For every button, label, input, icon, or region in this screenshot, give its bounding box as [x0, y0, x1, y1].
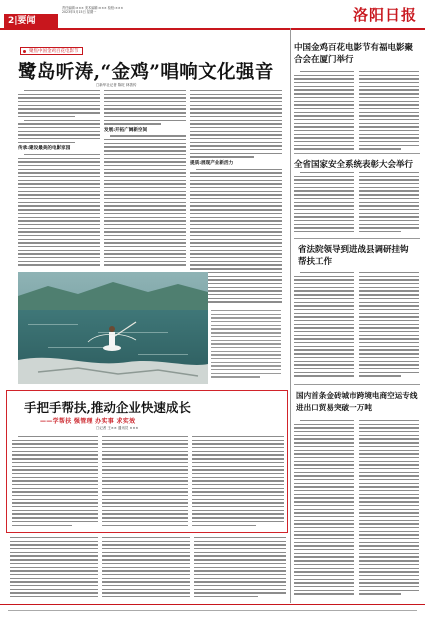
right-headline-4: 国内首条金砖城市跨境电商空运专线进出口贸易突破一万吨: [296, 391, 418, 412]
right-story-1-col-a: [294, 71, 354, 151]
right-story-4-col-b: [359, 420, 419, 602]
lead-byline: □新华社记者 陈旺 林善传: [96, 83, 137, 87]
bottom-column-2: [102, 537, 190, 603]
boxed-story-subtitle: ——学帮扶 强管理 办实事 求实效: [40, 418, 136, 425]
header-meta-line: 2023年5月15日 星期一: [62, 10, 97, 15]
boxed-story-col-1: [12, 436, 98, 530]
boxed-story-col-3: [192, 436, 284, 530]
section-kicker: 聚焦中国金鸡百花电影节: [20, 47, 83, 55]
right-story-2-col-a: [294, 172, 354, 236]
bottom-column-1: [10, 537, 98, 603]
section-rule: [294, 238, 420, 239]
right-story-4-col-a: [294, 420, 354, 602]
boxed-story-title: 手把手帮扶,推动企业快速成长: [24, 400, 191, 415]
right-story-1-col-b: [359, 71, 419, 151]
page-number-label: 2|要闻: [4, 14, 58, 28]
photo-caption: [211, 310, 281, 384]
newspaper-logo: 洛阳日报: [352, 6, 417, 24]
lead-subhead: 发展:开拓广阔新空间: [104, 127, 148, 133]
lead-column-2: [104, 90, 186, 268]
right-story-3-col-b: [359, 272, 419, 382]
section-rule: [294, 384, 420, 385]
right-headline-2: 全省国家安全系统表彰大会举行: [294, 160, 414, 170]
right-headline-1: 中国金鸡百花电影节有福电影聚合会在厦门举行: [294, 43, 414, 65]
page-footer: [0, 604, 425, 618]
right-story-2-col-b: [359, 172, 419, 236]
right-story-3-col-a: [294, 272, 354, 382]
boxed-story-byline: □记者 王×× 通讯员 ×××: [96, 426, 139, 430]
bottom-column-3: [194, 537, 286, 603]
header-meta: [62, 6, 182, 15]
header-meta-line: 责任编辑:××× 美术编辑:××× 检校:×××: [62, 6, 124, 10]
page-header: [0, 0, 425, 30]
right-headline-3: 省法院领导到进战县调研挂钩帮扶工作: [298, 245, 409, 267]
lead-subhead: 提质:展现产业新活力: [190, 161, 234, 167]
lead-headline: 鹭岛听涛,“金鸡”唱响文化强音: [18, 62, 274, 83]
column-divider: [290, 28, 291, 603]
lead-column-1: [18, 90, 100, 268]
lead-photo: [18, 272, 208, 384]
river-scene-image: [18, 272, 208, 384]
lead-subhead: 传承:建设最美的电影家园: [18, 146, 71, 152]
boxed-story-col-2: [102, 436, 188, 530]
section-rule: [294, 153, 420, 154]
